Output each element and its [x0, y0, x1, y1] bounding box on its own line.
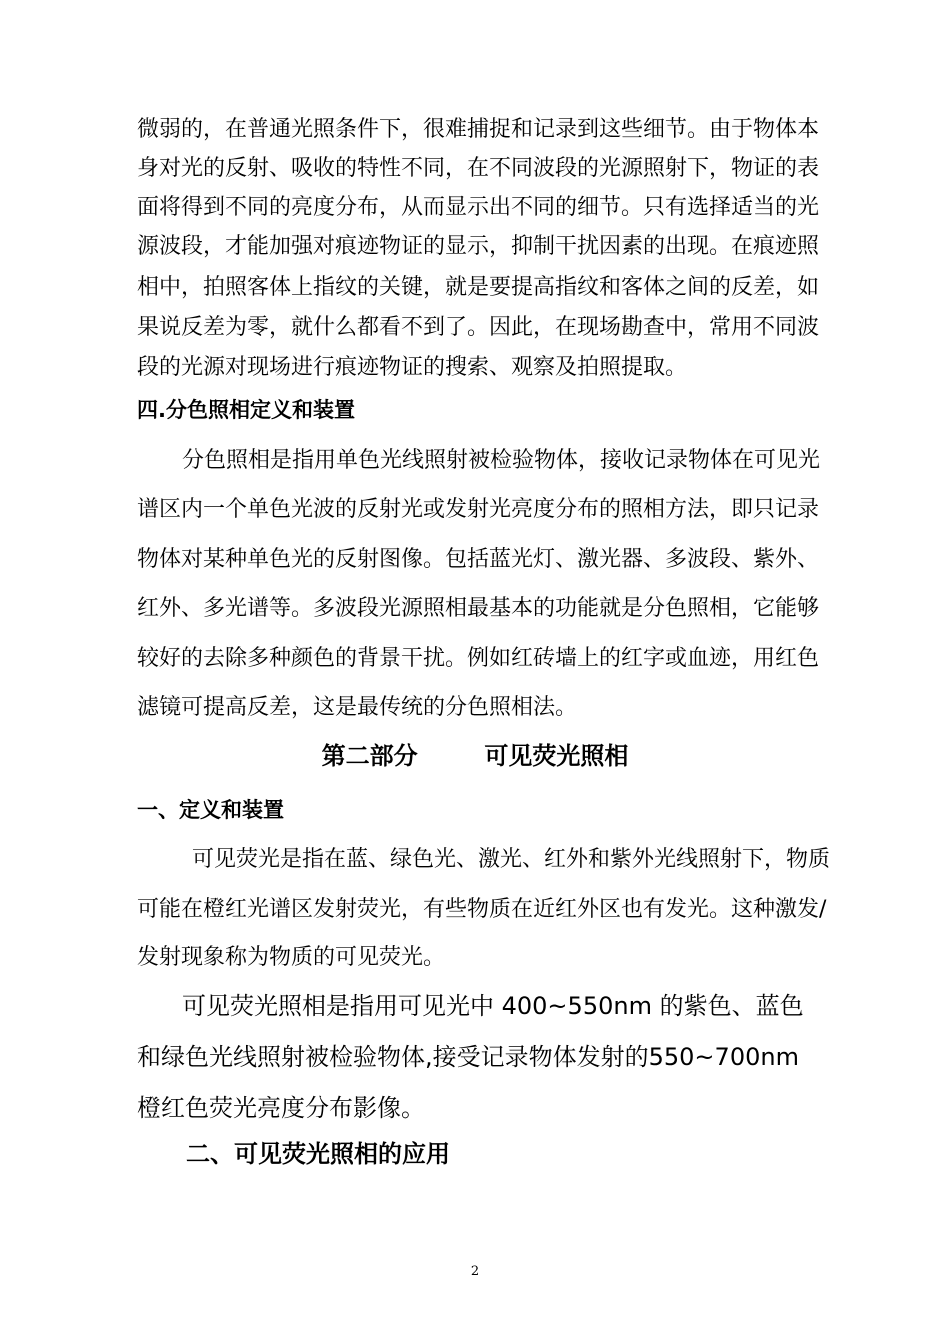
paragraph-line: 滤镜可提高反差，这是最传统的分色照相法。: [137, 695, 578, 720]
paragraph-line: 可见荧光照相是指用可见光中 400~550nm 的紫色、蓝色: [182, 992, 804, 1020]
paragraph-line: 可见荧光是指在蓝、绿色光、激光、红外和紫外光线照射下，物质: [192, 847, 831, 872]
paragraph-line: 面将得到不同的亮度分布，从而显示出不同的细节。只有选择适当的光: [137, 195, 820, 220]
paragraph-line: 发射现象称为物质的可见荧光。: [137, 945, 446, 970]
paragraph-line: 谱区内一个单色光波的反射光或发射光亮度分布的照相方法，即只记录: [137, 497, 820, 522]
paragraph-line: 身对光的反射、吸收的特性不同，在不同波段的光源照射下，物证的表: [137, 156, 820, 181]
paragraph-line: 物体对某种单色光的反射图像。包括蓝光灯、激光器、多波段、紫外、: [137, 547, 820, 572]
paragraph-line: 橙红色荧光亮度分布影像。: [137, 1094, 425, 1122]
paragraph-line: 段的光源对现场进行痕迹物证的搜索、观察及拍照提取。: [137, 355, 688, 380]
paragraph-line: 和绿色光线照射被检验物体,接受记录物体发射的550~700nm: [137, 1043, 799, 1071]
paragraph-line: 可能在橙红光谱区发射荧光，有些物质在近红外区也有发光。这种激发/: [137, 897, 827, 922]
section-heading: 二、可见荧光照相的应用: [186, 1140, 450, 1168]
paragraph-line: 微弱的，在普通光照条件下，很难捕捉和记录到这些细节。由于物体本: [137, 117, 820, 142]
paragraph-line: 红外、多光谱等。多波段光源照相最基本的功能就是分色照相，它能够: [137, 596, 820, 621]
paragraph-line: 分色照相是指用单色光线照射被检验物体，接收记录物体在可见光: [182, 448, 821, 473]
page-number: 2: [470, 1264, 480, 1279]
part-title: 第二部分 可见荧光照相: [321, 742, 629, 770]
paragraph-line: 源波段，才能加强对痕迹物证的显示，抑制干扰因素的出现。在痕迹照: [137, 234, 820, 259]
section-heading: 四.分色照相定义和装置: [137, 398, 355, 422]
paragraph-line: 较好的去除多种颜色的背景干扰。例如红砖墙上的红字或血迹，用红色: [137, 646, 820, 671]
paragraph-line: 相中，拍照客体上指纹的关键，就是要提高指纹和客体之间的反差，如: [137, 275, 820, 300]
section-heading: 一、定义和装置: [137, 798, 284, 822]
paragraph-line: 果说反差为零，就什么都看不到了。因此，在现场勘查中，常用不同波: [137, 315, 820, 340]
